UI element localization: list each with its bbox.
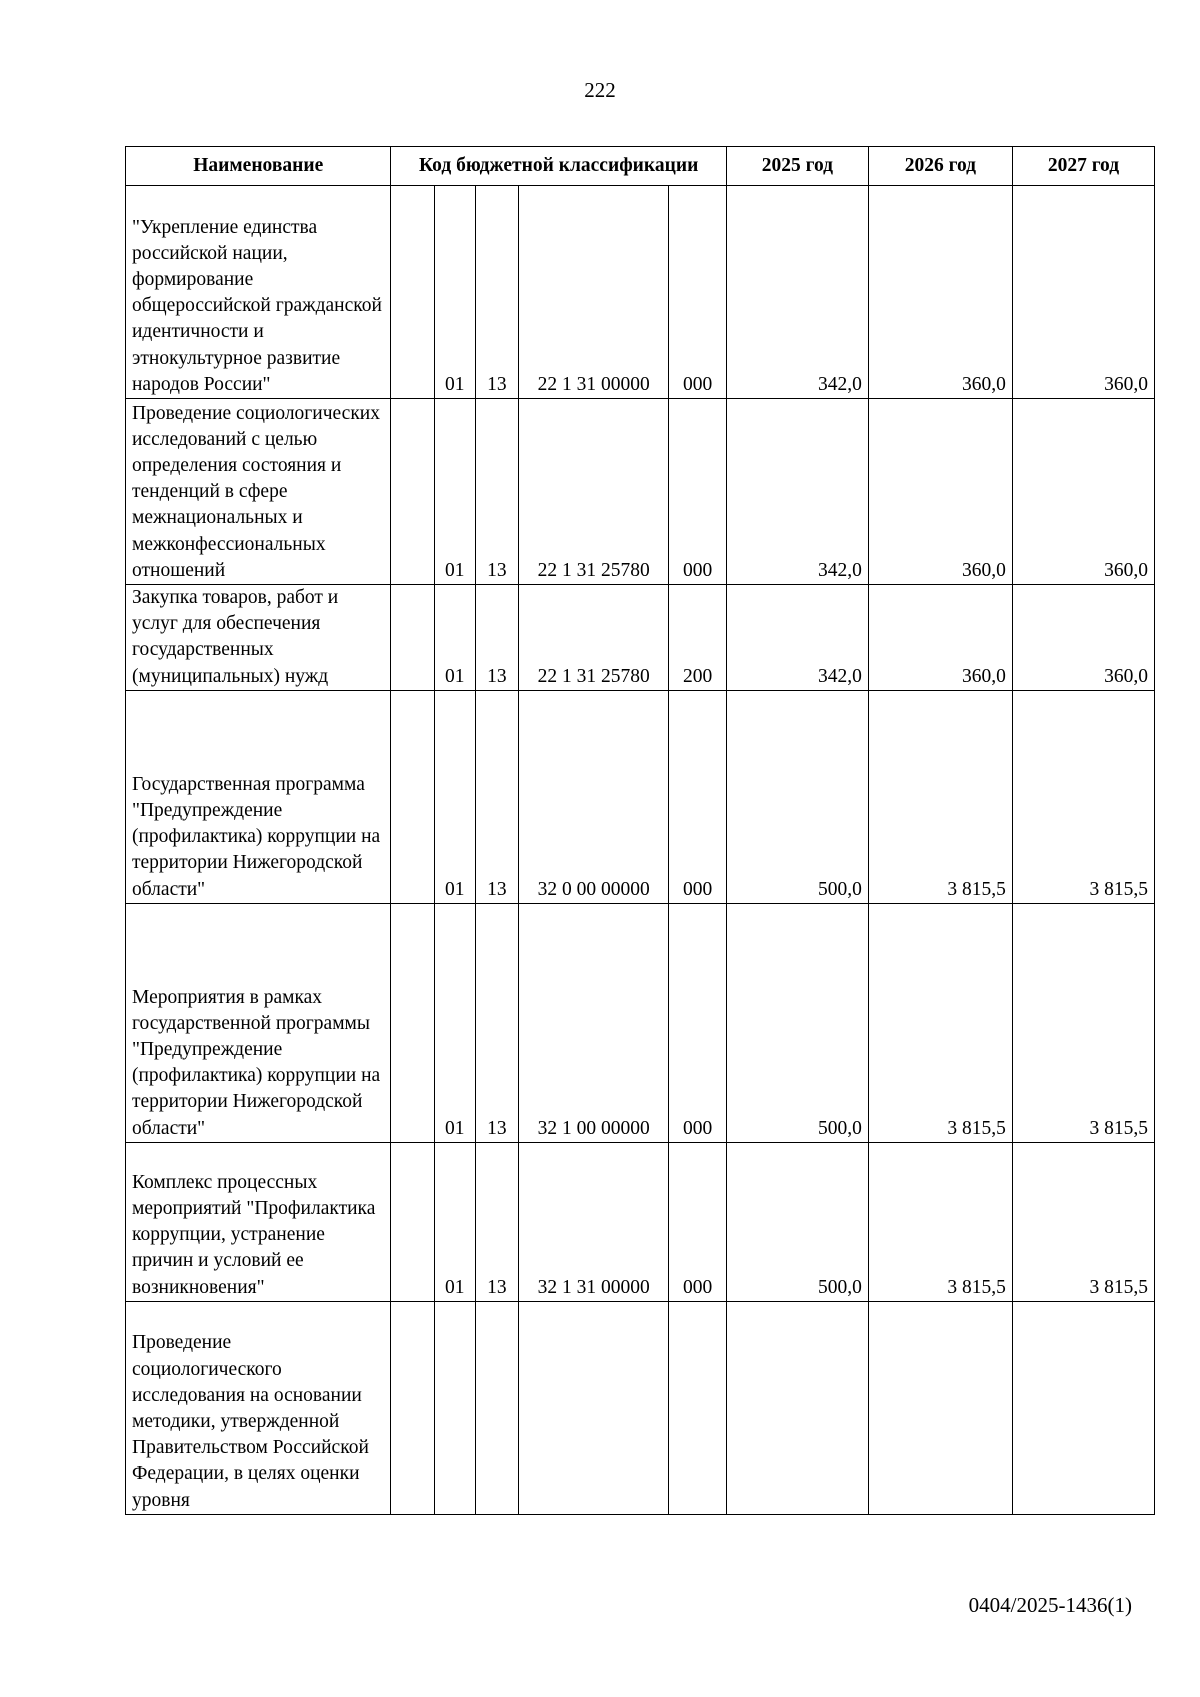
row-value-2025: 500,0 [726, 690, 868, 903]
row-name: Комплекс процессных мероприятий "Профилактика коррупции, устранение причин и условий ее возникновения" [126, 1142, 391, 1301]
row-code-subsection [475, 1301, 518, 1514]
row-code-target [519, 1301, 669, 1514]
header-2026: 2026 год [868, 147, 1012, 186]
row-value-2025: 342,0 [726, 399, 868, 585]
row-value-2026: 3 815,5 [868, 1142, 1012, 1301]
document-number: 0404/2025-1436(1) [968, 1593, 1132, 1617]
row-code-section: 01 [434, 690, 475, 903]
row-code-subsection: 13 [475, 690, 518, 903]
row-code-type: 000 [669, 186, 727, 399]
table-row [126, 585, 1155, 691]
table-header-row [126, 147, 1155, 186]
row-code-1 [391, 903, 434, 1142]
row-code-type: 000 [669, 399, 727, 585]
row-name: Мероприятия в рамках государственной программы "Предупреждение (профилактика) коррупции на территории Нижегородской области" [126, 903, 391, 1142]
row-code-type: 000 [669, 690, 727, 903]
row-code-section: 01 [434, 1142, 475, 1301]
row-code-target: 22 1 31 25780 [519, 585, 669, 691]
row-name: Проведение социологических исследований с целью определения состояния и тенденций в сфере межнациональных и межконфессиональных отношений [126, 399, 391, 585]
row-code-section: 01 [434, 585, 475, 691]
row-code-1 [391, 399, 434, 585]
table-row [126, 690, 1155, 903]
table-row [126, 186, 1155, 399]
row-value-2027 [1012, 1301, 1154, 1514]
row-value-2026 [868, 1301, 1012, 1514]
row-code-subsection: 13 [475, 903, 518, 1142]
row-code-target: 32 1 00 00000 [519, 903, 669, 1142]
table-row [126, 903, 1155, 1142]
row-name: "Укрепление единства российской нации, формирование общероссийской гражданской идентичности и этнокультурное развитие народов России" [126, 186, 391, 399]
row-value-2025: 342,0 [726, 585, 868, 691]
header-code: Код бюджетной классификации [391, 147, 726, 186]
row-value-2025: 500,0 [726, 1142, 868, 1301]
table-row [126, 1301, 1155, 1514]
row-value-2027: 3 815,5 [1012, 690, 1154, 903]
row-code-target: 22 1 31 00000 [519, 186, 669, 399]
row-code-type: 000 [669, 903, 727, 1142]
row-value-2027: 3 815,5 [1012, 903, 1154, 1142]
header-2027: 2027 год [1012, 147, 1154, 186]
row-code-target: 22 1 31 25780 [519, 399, 669, 585]
row-code-section: 01 [434, 186, 475, 399]
row-code-section: 01 [434, 903, 475, 1142]
row-code-subsection: 13 [475, 399, 518, 585]
row-code-target: 32 0 00 00000 [519, 690, 669, 903]
row-value-2025: 342,0 [726, 186, 868, 399]
row-value-2027: 3 815,5 [1012, 1142, 1154, 1301]
row-value-2026: 360,0 [868, 186, 1012, 399]
budget-table [125, 146, 1155, 1515]
row-name: Государственная программа "Предупреждение (профилактика) коррупции на территории Нижегородской области" [126, 690, 391, 903]
row-code-subsection: 13 [475, 186, 518, 399]
row-value-2025: 500,0 [726, 903, 868, 1142]
row-code-section: 01 [434, 399, 475, 585]
header-2025: 2025 год [726, 147, 868, 186]
row-code-1 [391, 1301, 434, 1514]
table-row [126, 1142, 1155, 1301]
row-value-2026: 360,0 [868, 585, 1012, 691]
row-code-1 [391, 585, 434, 691]
row-value-2026: 3 815,5 [868, 903, 1012, 1142]
row-code-subsection: 13 [475, 1142, 518, 1301]
row-code-target: 32 1 31 00000 [519, 1142, 669, 1301]
page-number: 222 [584, 78, 616, 102]
row-code-1 [391, 690, 434, 903]
row-name: Закупка товаров, работ и услуг для обеспечения государственных (муниципальных) нужд [126, 585, 391, 691]
row-code-subsection: 13 [475, 585, 518, 691]
row-value-2026: 360,0 [868, 399, 1012, 585]
row-code-type [669, 1301, 727, 1514]
row-value-2027: 360,0 [1012, 585, 1154, 691]
row-code-type: 200 [669, 585, 727, 691]
row-value-2027: 360,0 [1012, 186, 1154, 399]
header-name: Наименование [126, 147, 391, 186]
row-code-type: 000 [669, 1142, 727, 1301]
row-code-section [434, 1301, 475, 1514]
row-name: Проведение социологического исследования на основании методики, утвержденной Правительством Российской Федерации, в целях оценки уровня [126, 1301, 391, 1514]
table-row [126, 399, 1155, 585]
row-value-2026: 3 815,5 [868, 690, 1012, 903]
row-value-2025 [726, 1301, 868, 1514]
row-code-1 [391, 1142, 434, 1301]
row-value-2027: 360,0 [1012, 399, 1154, 585]
row-code-1 [391, 186, 434, 399]
